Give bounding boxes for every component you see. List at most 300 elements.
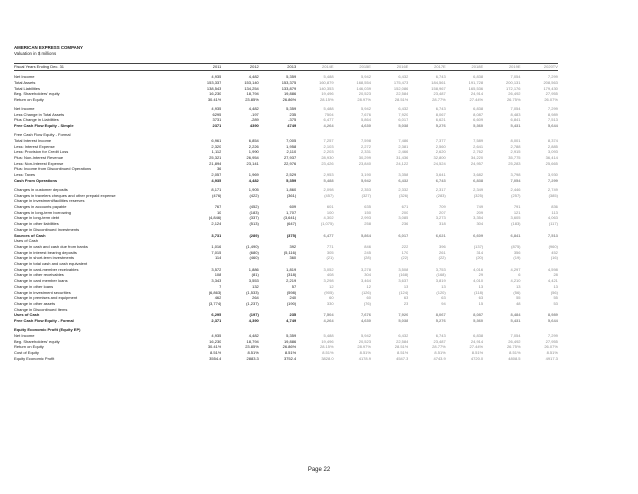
value-cell: 7,513 xyxy=(547,117,558,123)
value-cell: 16,230 xyxy=(209,338,222,344)
value-cell: 4,010 xyxy=(473,278,484,284)
value-cell: 7,299 xyxy=(547,177,558,183)
value-cell: 48 xyxy=(516,300,521,306)
value-cell: 7,377 xyxy=(435,137,446,143)
value-cell: 23.85% xyxy=(245,96,259,102)
row-label: Change in total cash and cash equivalent xyxy=(14,261,88,267)
value-cell: (1,075) xyxy=(320,221,334,227)
value-cell: (22) xyxy=(438,255,446,261)
row-label: Change in cash and cash due from banks xyxy=(14,243,88,249)
value-cell: 5,942 xyxy=(360,74,371,80)
value-cell: 3,682 xyxy=(473,172,484,178)
value-cell: 6,838 xyxy=(473,332,484,338)
value-cell: 5,038 xyxy=(398,318,409,324)
value-cell: 8,087 xyxy=(473,111,484,117)
year-header-cell: 2016E xyxy=(371,64,408,71)
value-cell: 245 xyxy=(364,249,371,255)
value-cell: 28 xyxy=(553,272,558,278)
value-cell: 7,486 xyxy=(398,137,409,143)
value-cell: (1,490) xyxy=(246,243,259,249)
value-cell: 2,529 xyxy=(286,172,297,178)
value-cell: (325) xyxy=(473,192,484,198)
value-cell: 153,375 xyxy=(281,79,297,85)
value-cell: (117) xyxy=(548,221,558,227)
value-cell: 8,989 xyxy=(547,312,558,318)
value-cell: 6,838 xyxy=(473,74,484,80)
row-label: Net Income xyxy=(14,332,35,338)
value-cell: (289) xyxy=(249,232,259,238)
value-cell: 6,609 xyxy=(473,232,484,238)
value-cell: 4390 xyxy=(249,123,259,129)
value-cell: 1,707 xyxy=(286,209,297,215)
row-label: Return on Equity xyxy=(14,96,44,102)
value-cell: (120) xyxy=(436,289,446,295)
year-header-cell: 2015E xyxy=(334,64,371,71)
table-row xyxy=(14,356,558,362)
value-cell: 7,257 xyxy=(323,137,334,143)
value-cell: 191,728 xyxy=(468,79,484,85)
value-cell: 2,098 xyxy=(323,186,334,192)
row-label: Return on Equity xyxy=(14,344,44,350)
value-cell: (56) xyxy=(513,289,521,295)
value-cell: 19,886 xyxy=(283,91,297,97)
value-cell: 13 xyxy=(478,283,484,289)
table-header-row xyxy=(14,64,558,71)
row-label: Total Assets xyxy=(14,79,36,85)
year-header-cell: 2020TV xyxy=(521,64,558,71)
row-label: Less: Taxes xyxy=(14,172,36,178)
value-cell: (76) xyxy=(363,300,371,306)
value-cell: 7,054 xyxy=(510,177,521,183)
value-cell: 6,743 xyxy=(435,106,446,111)
value-cell: (118) xyxy=(474,289,484,295)
value-cell: 19,496 xyxy=(321,338,334,344)
value-cell: 7,299 xyxy=(547,106,558,111)
value-cell: 791 xyxy=(513,204,521,210)
value-cell: 5,942 xyxy=(360,177,371,183)
value-cell: 26.86% xyxy=(282,344,297,350)
value-cell: 5,359 xyxy=(286,106,297,111)
value-cell: 3,553 xyxy=(248,278,259,284)
value-cell: 6,838 xyxy=(473,177,484,183)
value-cell: 5,864 xyxy=(360,232,371,238)
value-cell: 4743.9 xyxy=(433,355,446,361)
value-cell: 261 xyxy=(439,249,446,255)
value-cell: 36,414 xyxy=(545,155,558,161)
value-cell: 304 xyxy=(364,272,371,278)
value-cell: 5,359 xyxy=(286,74,297,80)
value-cell: -289 xyxy=(250,117,259,123)
value-cell: 26.75% xyxy=(506,344,521,350)
value-cell: 19,886 xyxy=(283,338,297,344)
value-cell: (1,533) xyxy=(246,289,259,295)
value-cell: (905) xyxy=(324,289,334,295)
value-cell: 304 xyxy=(476,221,484,227)
value-cell: 1,886 xyxy=(248,266,259,272)
value-cell: 3,093 xyxy=(547,149,558,155)
year-header-cell: 2012 xyxy=(221,64,258,71)
value-cell: 28.15% xyxy=(319,96,334,102)
value-cell: 13 xyxy=(516,283,521,289)
value-cell: 24,914 xyxy=(470,91,484,97)
value-cell: (326) xyxy=(399,192,409,198)
value-cell: 36 xyxy=(216,166,222,172)
value-cell: 134,254 xyxy=(244,85,259,91)
row-label: Change in Discontinued Investments xyxy=(14,226,80,232)
year-header-cell: 2017E xyxy=(408,64,445,71)
value-cell: (168) xyxy=(436,272,446,278)
value-cell: 4547.3 xyxy=(396,355,409,361)
value-cell: (56) xyxy=(550,289,558,295)
page-number: Page 22 xyxy=(307,467,331,473)
value-cell: 5,942 xyxy=(360,332,371,338)
value-cell: 4,935 xyxy=(211,106,222,111)
value-cell: 4,210 xyxy=(510,278,521,284)
value-cell: 7,054 xyxy=(510,332,521,338)
value-cell: 4,264 xyxy=(323,123,334,129)
value-cell: 3,572 xyxy=(211,266,222,272)
value-cell: 6,621 xyxy=(435,232,446,238)
row-label: Cost of Equity xyxy=(14,350,39,355)
value-cell: 113 xyxy=(551,209,558,215)
value-cell: 4,935 xyxy=(211,177,222,183)
value-cell: 34,220 xyxy=(470,155,484,161)
value-cell: 63 xyxy=(403,295,409,301)
value-cell: 846 xyxy=(364,243,371,249)
value-cell: 20,523 xyxy=(358,338,371,344)
value-cell: 8.51% xyxy=(546,350,558,355)
value-cell: 7,589 xyxy=(473,137,484,143)
value-cell: 30.41% xyxy=(207,96,222,102)
year-header-cell: 2013 xyxy=(259,64,296,71)
value-cell: 208,563 xyxy=(543,79,558,85)
value-cell: 7,598 xyxy=(360,137,371,143)
value-cell: 4,297 xyxy=(510,266,521,272)
value-cell: 6,841 xyxy=(510,232,521,238)
row-label: Uses of Cash xyxy=(14,238,39,244)
value-cell: 5,488 xyxy=(323,74,334,80)
row-label: Net Income xyxy=(14,74,35,80)
value-cell: (16) xyxy=(550,255,558,261)
value-cell: 2,446 xyxy=(510,186,521,192)
value-cell: 749 xyxy=(476,204,484,210)
row-label: Equity Economic Profit (Equity EP) xyxy=(14,327,81,333)
value-cell: 5,359 xyxy=(286,332,297,338)
value-cell: 2,219 xyxy=(286,278,297,284)
value-cell: 7,054 xyxy=(510,106,521,111)
value-cell: 5,644 xyxy=(547,123,558,129)
value-cell: 29 xyxy=(478,272,484,278)
value-cell: 121 xyxy=(513,209,521,215)
value-cell: 1,990 xyxy=(248,149,259,155)
value-cell: 7504 xyxy=(324,111,334,117)
value-cell: 8,374 xyxy=(547,137,558,143)
value-cell: 6,017 xyxy=(398,232,409,238)
value-cell: 767 xyxy=(214,204,222,210)
value-cell: 3,637 xyxy=(398,278,409,284)
value-cell: 8.51% xyxy=(247,350,259,355)
value-cell: 3,343 xyxy=(211,278,222,284)
value-cell: 25,283 xyxy=(508,160,521,166)
value-cell: 28.97% xyxy=(357,96,371,102)
value-cell: 5,488 xyxy=(323,106,334,111)
value-cell: 3,930 xyxy=(547,172,558,178)
value-cell: -375 xyxy=(288,117,297,123)
value-cell: (20) xyxy=(476,255,484,261)
value-cell: 4,935 xyxy=(211,332,222,338)
value-cell: (875) xyxy=(511,243,521,249)
value-cell: 4,749 xyxy=(286,318,297,324)
value-cell: 153,140 xyxy=(244,79,259,85)
value-cell: 55 xyxy=(516,295,521,301)
value-cell: 4,482 xyxy=(248,74,259,80)
value-cell: 396 xyxy=(439,243,446,249)
value-cell: 100 xyxy=(326,209,334,215)
value-cell: 771 xyxy=(326,243,334,249)
value-cell: 1,016 xyxy=(211,243,222,249)
value-cell: 28.97% xyxy=(357,344,371,350)
value-cell: 2,641 xyxy=(473,143,484,149)
value-cell: 8.51% xyxy=(509,350,521,355)
value-cell: 26,954 xyxy=(246,155,259,161)
value-cell: 2,057 xyxy=(211,172,222,178)
value-cell: 26.75% xyxy=(506,96,521,102)
value-cell: 5,038 xyxy=(398,123,409,129)
row-label: Change in card member loans xyxy=(14,278,68,284)
company-title: AMERICAN EXPRESS COMPANY xyxy=(14,45,83,50)
row-label: Change in other assets xyxy=(14,300,56,306)
value-cell: 6,621 xyxy=(435,117,446,123)
value-cell: 2,993 xyxy=(360,215,371,221)
row-label: Plus: Income from Discontinued Operations xyxy=(14,166,92,172)
row-label: Changes in long-term borrowing xyxy=(14,209,71,215)
value-cell: 22,584 xyxy=(396,338,409,344)
value-cell: (21) xyxy=(326,255,334,261)
value-cell: 12 xyxy=(329,283,334,289)
row-label: Plus Change in Liabilities xyxy=(14,117,59,123)
valuation-table xyxy=(14,63,558,361)
value-cell: 7,015 xyxy=(211,249,222,255)
value-cell: 26,492 xyxy=(508,91,521,97)
value-cell: -197 xyxy=(250,111,259,117)
value-cell: 3,605 xyxy=(510,215,521,221)
value-cell: 24,122 xyxy=(396,160,409,166)
value-cell: 7,299 xyxy=(547,332,558,338)
value-cell: 150 xyxy=(364,209,371,215)
value-cell: 5,360 xyxy=(473,318,484,324)
value-cell: 184,561 xyxy=(431,79,446,85)
value-cell: 408 xyxy=(326,272,334,278)
value-cell: 55 xyxy=(553,295,558,301)
value-cell: 7,504 xyxy=(323,312,334,318)
row-label: Free Cash Flow Equity - Formal xyxy=(14,318,74,324)
value-cell: 25,665 xyxy=(545,160,558,166)
value-cell: 23.85% xyxy=(245,344,259,350)
value-cell: 5,644 xyxy=(547,318,558,324)
value-cell: (19) xyxy=(513,255,521,261)
value-cell: 305 xyxy=(326,249,334,255)
value-cell: 6,854 xyxy=(248,137,259,143)
value-cell: (22) xyxy=(401,255,409,261)
value-cell: 3,731 xyxy=(211,232,222,238)
row-label: Change in card-member receivables xyxy=(14,266,79,272)
value-cell: (337) xyxy=(249,215,259,221)
row-label: Total Interest Income xyxy=(14,137,52,143)
value-cell: (1,237) xyxy=(246,300,259,306)
value-cell: 3554.4 xyxy=(209,355,222,361)
value-cell: 3,354 xyxy=(473,215,484,221)
value-cell: 13 xyxy=(441,283,446,289)
value-cell: 7 xyxy=(219,283,222,289)
value-cell: 200 xyxy=(401,209,409,215)
value-cell: (598) xyxy=(286,289,297,295)
value-cell: (960) xyxy=(548,243,558,249)
value-cell: 2,788 xyxy=(510,143,521,149)
value-cell: 5,431 xyxy=(510,318,521,324)
value-cell: 132 xyxy=(252,283,259,289)
value-cell: 1,819 xyxy=(286,266,297,272)
value-cell: (457) xyxy=(324,192,334,198)
value-cell: 2371 xyxy=(212,123,222,129)
value-cell: (361) xyxy=(286,192,297,198)
value-cell: (283) xyxy=(436,192,446,198)
row-label: Changes in travelers cheques and other prepaid expense xyxy=(14,192,116,198)
value-cell: 1,905 xyxy=(248,186,259,192)
value-cell: 7,299 xyxy=(547,74,558,80)
value-cell: 3,753 xyxy=(435,266,446,272)
value-cell: 28.77% xyxy=(432,344,446,350)
value-cell: 1,958 xyxy=(286,143,297,149)
value-cell: 60 xyxy=(329,295,334,301)
value-cell: 8.51% xyxy=(284,350,297,355)
value-cell: 6,961 xyxy=(211,137,222,143)
value-cell: 671 xyxy=(401,204,409,210)
value-cell: 3,464 xyxy=(360,278,371,284)
value-cell: (124) xyxy=(399,289,409,295)
value-cell: 207 xyxy=(439,209,446,215)
value-cell: 2883.3 xyxy=(246,355,259,361)
value-cell: 8,067 xyxy=(435,111,446,117)
value-cell: 4,302 xyxy=(323,215,334,221)
value-cell: 235 xyxy=(289,312,297,318)
value-cell: 25,321 xyxy=(209,155,222,161)
year-header-cell: 2014E xyxy=(296,64,333,71)
row-label: Net Income xyxy=(14,106,35,111)
value-cell: 175,473 xyxy=(393,79,409,85)
value-cell: (197) xyxy=(249,312,259,318)
row-label: Change in investment/facilities reserves xyxy=(14,198,85,204)
value-cell: 23,840 xyxy=(358,160,371,166)
row-label: Free Cash Flow Equity - Formal xyxy=(14,132,71,138)
value-cell: 160,879 xyxy=(319,79,334,85)
value-cell: 3,641 xyxy=(435,172,446,178)
value-cell: 5,431 xyxy=(510,123,521,129)
value-cell: 12 xyxy=(366,283,371,289)
value-cell: 94 xyxy=(441,300,446,306)
value-cell: 4,482 xyxy=(248,106,259,111)
value-cell: (476) xyxy=(212,192,222,198)
value-cell: 1,112 xyxy=(211,149,222,155)
row-label: Fiscal Years Ending Dec. 31 xyxy=(14,64,184,71)
year-header-cell: 2011 xyxy=(184,64,221,71)
value-cell: 30.41% xyxy=(207,344,222,350)
value-cell: 27.44% xyxy=(469,96,484,102)
value-cell: 356 xyxy=(513,249,521,255)
row-label: Sources of Cash xyxy=(14,232,46,238)
value-cell: 4178.9 xyxy=(358,355,371,361)
value-cell: 3,508 xyxy=(398,266,409,272)
value-cell: 4720.0 xyxy=(470,355,484,361)
value-cell: 28.51% xyxy=(394,344,409,350)
value-cell: 4,482 xyxy=(248,332,259,338)
value-cell: (5,116) xyxy=(283,249,297,255)
value-cell: 6,477 xyxy=(323,232,334,238)
value-cell: 16,230 xyxy=(209,91,222,97)
value-cell: 4,390 xyxy=(248,318,259,324)
value-cell: 3,798 xyxy=(510,172,521,178)
value-cell: 5,942 xyxy=(360,106,371,111)
value-cell: 8,989 xyxy=(547,111,558,117)
row-label: Change in premises and equipment xyxy=(14,295,78,301)
row-label: Change in other loans xyxy=(14,283,54,289)
value-cell: 3,358 xyxy=(398,172,409,178)
value-cell: 2,749 xyxy=(547,186,558,192)
value-cell: 4,482 xyxy=(248,177,259,183)
value-cell: (327) xyxy=(361,192,371,198)
value-cell: 168,554 xyxy=(356,79,371,85)
value-cell: 23,141 xyxy=(246,160,259,166)
value-cell: 2,560 xyxy=(435,143,446,149)
row-label: Change in other liabilities xyxy=(14,221,59,227)
value-cell: 3,273 xyxy=(435,215,446,221)
value-cell: 5,360 xyxy=(473,123,484,129)
value-cell: 57 xyxy=(291,283,297,289)
value-cell: 152,086 xyxy=(393,85,409,91)
value-cell: 63 xyxy=(478,295,484,301)
row-label: Less: Provision for Credit Loss xyxy=(14,149,69,155)
row-label: Cash From Operations xyxy=(14,177,58,183)
value-cell: 6,432 xyxy=(398,177,409,183)
value-cell: 23,426 xyxy=(321,160,334,166)
row-label: Change in short-term investments xyxy=(14,255,75,261)
value-cell: (375) xyxy=(286,232,297,238)
value-cell: 635 xyxy=(364,204,371,210)
value-cell: (168) xyxy=(399,272,409,278)
value-cell: 53 xyxy=(553,300,558,306)
value-cell: 32,800 xyxy=(433,155,446,161)
value-cell: 138,543 xyxy=(206,85,222,91)
value-cell: 4,016 xyxy=(473,266,484,272)
value-cell: 22,976 xyxy=(283,160,297,166)
value-cell: 28.51% xyxy=(394,96,409,102)
row-label: Beg. Shareholders' equity xyxy=(14,91,60,97)
value-cell: 3,085 xyxy=(398,215,409,221)
value-cell: 170 xyxy=(401,249,409,255)
value-cell: 2,371 xyxy=(211,318,222,324)
row-label: Free Cash Flow Equity - Simple xyxy=(14,123,74,129)
value-cell: 601 xyxy=(326,204,334,210)
value-cell: 3,278 xyxy=(360,266,371,272)
value-cell: (460) xyxy=(249,255,259,261)
value-cell: 8.51% xyxy=(434,350,446,355)
value-cell: 4,935 xyxy=(211,74,222,80)
value-cell: 6 xyxy=(518,272,521,278)
value-cell: 27.44% xyxy=(469,344,484,350)
value-cell: 452 xyxy=(551,249,558,255)
value-cell: 264 xyxy=(252,295,259,301)
value-cell: 8.51% xyxy=(210,350,222,355)
value-cell: 4,630 xyxy=(360,318,371,324)
